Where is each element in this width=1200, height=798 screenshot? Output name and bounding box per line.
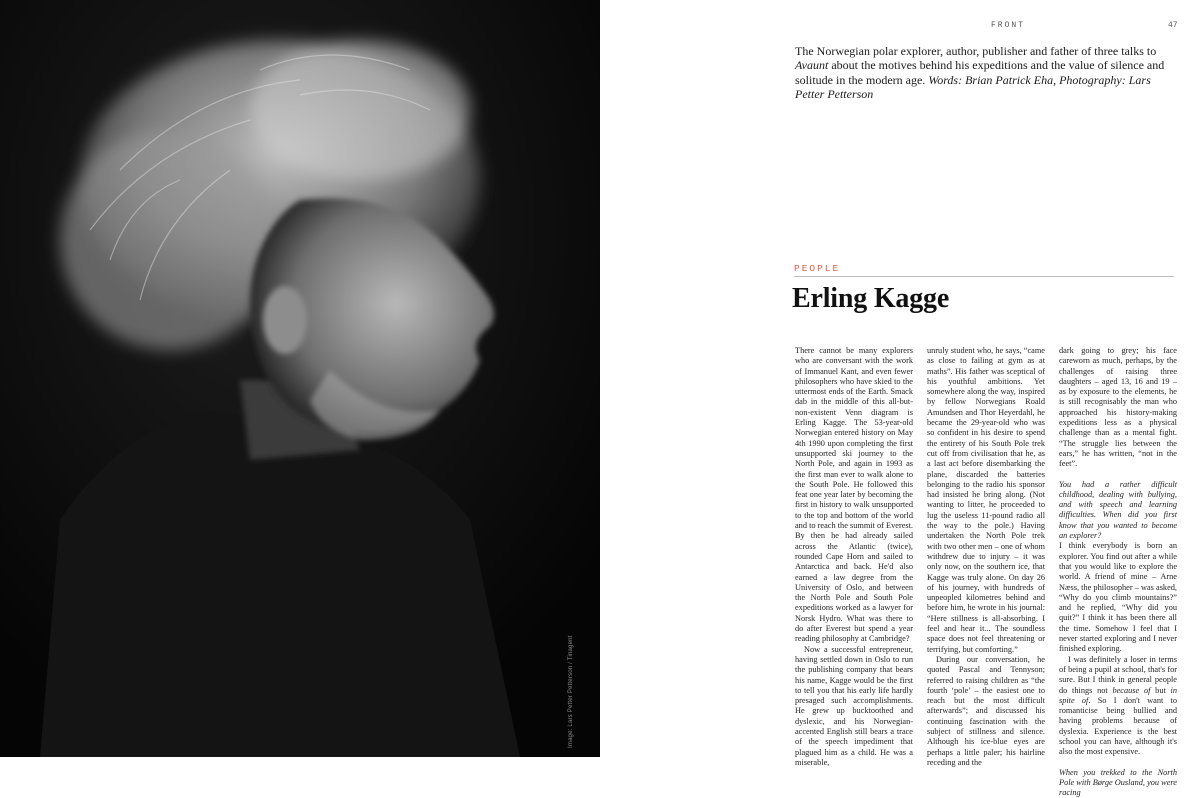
answer-emphasis: because of — [1112, 685, 1151, 695]
category-divider — [794, 276, 1174, 277]
article-page — [600, 0, 1200, 798]
article-paragraph: dark going to grey; his face careworn as much, perhaps, by the challenges of raising three daughters – aged 13, 16 and 19 – as by exposure to the elements, he is still recognisably the man who approached his history-making expeditions less as a physical challenge than as a mental fight. “The struggle lies between the ears,” he has written, “not in the feet”. — [1059, 346, 1177, 469]
article-paragraph: There cannot be many explorers who are conversant with the work of Immanuel Kant, and even fewer philosophers who have skied to the uttermost ends of the Earth. Smack dab in the middle of this all-but-non-existent Venn diagram is Erling Kagge. The 53-year-old Norwegian entered history on May 4th 1990 upon completing the first unsupported ski journey to the North Pole, and again in 1993 as the first man ever to walk alone to the South Pole. He followed this feat one year later by becoming the first in history to walk unsupported to the top and bottom of the world and to reach the summit of Everest. By then he had already sailed across the Atlantic (twice), rounded Cape Horn and sailed to Antarctica and back. He'd also earned a law degree from the University of Oslo, and between the North Pole and South Pole expeditions worked as a lawyer for Norsk Hydro. What was there to do after Everest but spend a year reading philosophy at Cambridge? — [795, 346, 913, 644]
article-headline: Erling Kagge — [792, 283, 950, 314]
answer-text: but — [1150, 685, 1171, 695]
article-paragraph: During our conversation, he quoted Pascal and Tennyson; referred to raising children as “the fourth ‘pole’ – the easiest one to reach but the most difficult afterwards”; and discussed his continuing fascination with the subject of stillness and silence. Although his ice-blue eyes are perhaps a little paler; his hairline receding and the — [927, 654, 1045, 767]
article-paragraph: unruly student who, he says, “came as close to failing at gym as at maths”. His father was sceptical of his youthful ambitions. Yet somewhere along the way, inspired by fellow Norwegians Roald Amundsen and Thor Heyerdahl, he became the 29-year-old who was so confident in his desire to spend the entirety of his South Pole trek cut off from civilisation that he, as a last act before disembarking the plane, discarded the batteries belonging to the radio his sponsor had insisted he bring along. (Not wanting to litter, he proceeded to lug the useless 11-pound radio all the way to the pole.) Having undertaken the North Pole trek with two other men – one of whom withdrew due to injury – it was only now, on the southern ice, that Kagge was truly alone. On day 26 of his journey, with hundreds of unpeopled kilometres behind and before him, he wrote in his journal: “Here stillness is all-absorbing. I feel and hear it... The soundless space does not feel threatening or terrifying, but comforting.” — [927, 346, 1045, 654]
category-label: PEOPLE — [794, 263, 841, 274]
article-paragraph: Now a successful entrepreneur, having settled down in Oslo to run the publishing company that bears his name, Kagge would be the first to tell you that his early life hardly presaged such accomplishments. He grew up bucktoothed and dyslexic, and his Norwegian-accented English still bears a trace of the speech impediment that plagued him as a child. He was a miserable, — [795, 644, 913, 767]
interview-answer: I think everybody is born an explorer. You find out after a while that you would like to explore the world. A friend of mine – Arne Næss, the philosopher – was asked, “Why do you climb mountains?” and he replied, “Why did you quit?” I think it has been there all the time. Somehow I feel that I never started exploring and I never finished exploring. — [1059, 541, 1177, 654]
article-column-2 — [927, 346, 1045, 767]
answer-text: I was definitely a loser in terms of being a pupil at school, that's for sure. But I think in general people do things not — [1059, 654, 1177, 695]
article-column-1 — [795, 346, 913, 767]
standfirst-text: The Norwegian polar explorer, author, publisher and father of three talks to — [795, 44, 1157, 58]
answer-emphasis: in spite of — [1059, 685, 1177, 705]
interview-answer — [1059, 655, 1177, 758]
standfirst-credits: Words: Brian Patrick Eha, Photography: Lars Petter Petterson — [795, 72, 1151, 101]
answer-text: . So I don't want to romanticise being bullied and having problems because of dyslexia. Experience is the best school you can have, although it's also the most expensive. — [1059, 695, 1177, 757]
standfirst-text-2: about the motives behind his expeditions and the value of silence and solitude in the modern age. — [795, 58, 1165, 87]
portrait-photo — [0, 0, 600, 757]
interview-question: When you trekked to the North Pole with Børge Ousland, you were racing — [1059, 767, 1177, 798]
standfirst-magazine: Avaunt — [795, 58, 829, 73]
interview-question: You had a rather difficult childhood, dealing with bullying, and with speech and learning difficulties. When did you first know that you wanted to become an explorer? — [1059, 479, 1177, 541]
article-column-3 — [1059, 346, 1177, 798]
photo-credit: Image: Lars Petter Petterson / Tinagent — [568, 635, 574, 748]
running-header-section: FRONT — [991, 21, 1026, 30]
page-number: 47 — [1168, 21, 1178, 30]
standfirst — [795, 44, 1173, 101]
portrait-photo-page — [0, 0, 600, 757]
